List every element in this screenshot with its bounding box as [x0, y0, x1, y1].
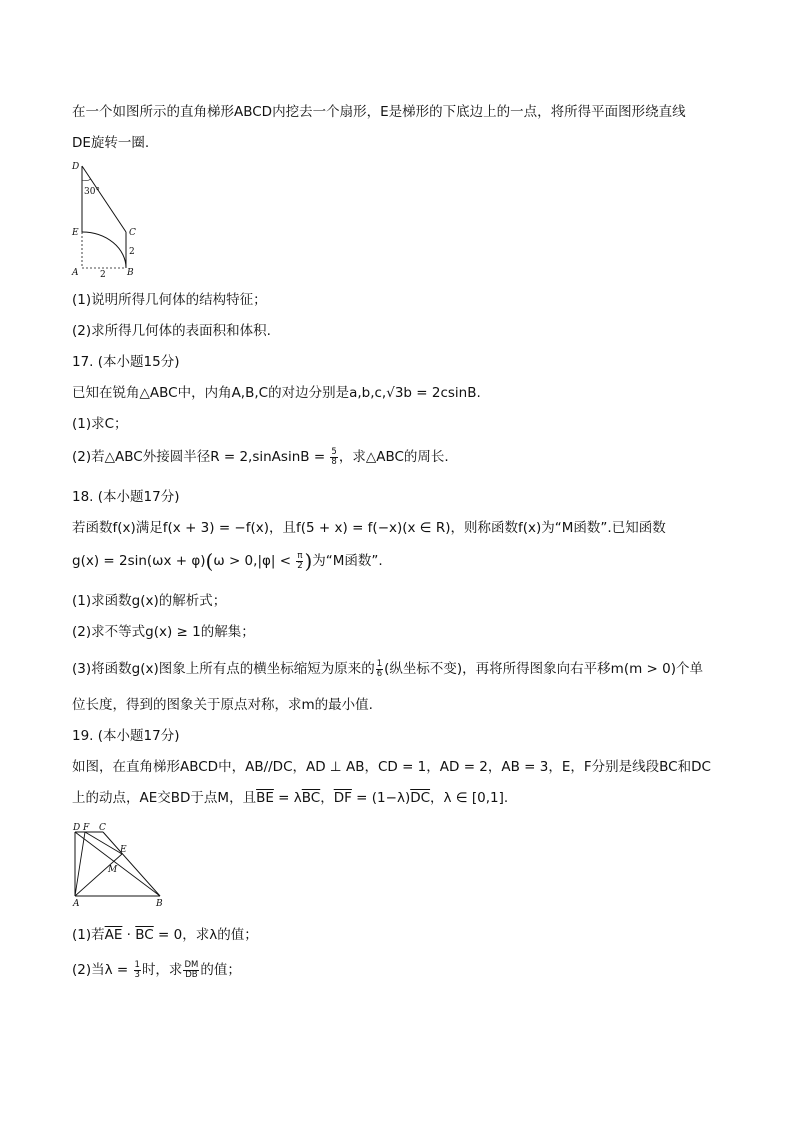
fraction-numerator: 1	[376, 658, 383, 669]
segment-fe	[85, 832, 122, 854]
q18-stem-line-2: g(x) = 2sin(ωx + φ)(ω > 0,|φ| < $\frac{\pi}{2}$ )为“M函数”.	[72, 549, 383, 573]
fraction-denominator: 3	[134, 969, 140, 980]
q19-part-1	[72, 925, 258, 945]
label-f: F	[83, 823, 90, 833]
trapezoid-figure-1	[70, 158, 142, 278]
label-e: E	[72, 228, 79, 238]
q19-stem-2-post: ，λ ∈ [0,1].	[430, 790, 509, 806]
fraction-numerator: 1	[134, 959, 140, 970]
q17-stem: 已知在锐角△ABC中，内角A,B,C的对边分别是a,b,c,√3b = 2csinB.	[72, 385, 481, 401]
segment-cb	[103, 832, 160, 896]
fraction-denominator: DB	[185, 969, 198, 980]
fraction-pi-2	[296, 552, 303, 571]
q17-title: 17. (本小题15分)	[72, 354, 180, 370]
label-d: D	[72, 162, 80, 172]
q17-part-1: (1)求C；	[72, 416, 128, 432]
q18-part-3-post: (纵坐标不变)，再将所得图象向右平移m(m > 0)个单	[384, 661, 703, 677]
q19-stem-line-1: 如图，在直角梯形ABCD中，AB//DC，AD ⊥ AB，CD = 1，AD = 2，AB = 3，E，F分别是线段BC和DC	[72, 759, 711, 775]
label-m: M	[108, 865, 118, 875]
label-a: A	[72, 268, 79, 278]
label-d: D	[73, 823, 81, 833]
fraction-denominator: 6	[376, 668, 383, 679]
intro-line-2: DE旋转一圈.	[72, 135, 150, 151]
intro-line-1: 在一个如图所示的直角梯形ABCD内挖去一个扇形，E是梯形的下底边上的一点，将所得平面图形绕直线	[72, 104, 686, 120]
q17-part-2-pre: (2)若△ABC外接圆半径R = 2,sinAsinB =	[72, 449, 330, 465]
vector-be: $\overline{BE}$	[256, 790, 274, 806]
q17-part-2-post: ，求△ABC的周长.	[338, 449, 449, 465]
equals-lambda: = λ	[273, 790, 302, 806]
fraction-denominator: 2	[297, 560, 303, 571]
fraction-1-6	[376, 660, 383, 679]
label-b: B	[156, 899, 163, 909]
fraction-numerator: π	[297, 550, 303, 561]
q18-stem-line-1: 若函数f(x)满足f(x + 3) = −f(x)，且f(5 + x) = f(−x)(x ∈ R)，则称函数f(x)为“M函数”.已知函数	[72, 520, 666, 536]
q18-part-3-pre: (3)将函数g(x)图象上所有点的横坐标缩短为原来的	[72, 661, 375, 677]
fraction-numerator: 5	[331, 446, 337, 457]
fraction-5-8	[330, 448, 337, 467]
q18-part-2: (2)求不等式g(x) ≥ 1的解集；	[72, 624, 255, 640]
label-e: E	[120, 845, 127, 855]
q18-part-3-line-2: 位长度，得到的图象关于原点对称，求m的最小值.	[72, 697, 373, 713]
q16-part-2: (2)求所得几何体的表面积和体积.	[72, 323, 271, 339]
label-c: C	[99, 823, 106, 833]
fraction-denominator: 8	[331, 456, 337, 467]
q18-stem-2-cond: ω > 0,|φ| <	[213, 553, 296, 569]
q16-part-1: (1)说明所得几何体的结构特征；	[72, 292, 267, 308]
q19-stem-2-pre: 上的动点，AE交BD于点M，且	[72, 790, 257, 806]
label-b: B	[127, 268, 134, 278]
label-c: C	[129, 228, 136, 238]
label-angle: 30°	[84, 187, 100, 197]
q17-part-2	[72, 447, 449, 467]
q18-stem-2-post: 为“M函数”.	[312, 553, 383, 569]
segment-dc	[82, 166, 126, 232]
q19-part-1-pre: (1)若	[72, 927, 105, 943]
fraction-1-3	[134, 961, 141, 980]
q19-part-2-mid: 时，求	[141, 962, 183, 978]
q18-stem-2-pre: g(x) = 2sin(ωx + φ)	[72, 553, 206, 569]
label-ab-length: 2	[100, 270, 106, 278]
fraction-dm-db	[183, 961, 199, 980]
label-a: A	[73, 899, 80, 909]
fraction-numerator: DM	[184, 959, 199, 970]
q18-title: 18. (本小题17分)	[72, 489, 180, 505]
dot-product: ·	[122, 927, 136, 943]
vector-bc: $\overline{BC}$	[301, 790, 321, 806]
q19-part-1-post: = 0，求λ的值；	[153, 927, 258, 943]
q19-stem-line-2	[72, 788, 508, 808]
equals-one-minus-lambda: = (1−λ)	[351, 790, 411, 806]
sector-arc	[82, 232, 126, 268]
q19-part-2-post: 的值；	[200, 962, 241, 978]
vector-ae: $\overline{AE}$	[104, 927, 123, 943]
q19-part-2-pre: (2)当λ =	[72, 962, 133, 978]
q18-part-1: (1)求函数g(x)的解析式；	[72, 593, 227, 609]
segment-ae	[75, 854, 122, 896]
q19-part-2	[72, 960, 241, 980]
q19-title: 19. (本小题17分)	[72, 728, 180, 744]
q18-part-3	[72, 659, 703, 679]
vector-dc: $\overline{DC}$	[410, 790, 431, 806]
vector-df: $\overline{DF}$	[333, 790, 352, 806]
trapezoid-figure-2	[70, 822, 170, 912]
label-bc-length: 2	[129, 247, 135, 257]
vector-bc-2: $\overline{BC}$	[135, 927, 154, 943]
segment-af	[75, 832, 85, 896]
segment-bd	[75, 832, 160, 896]
angle-arc	[82, 179, 91, 181]
comma: ，	[320, 790, 334, 806]
